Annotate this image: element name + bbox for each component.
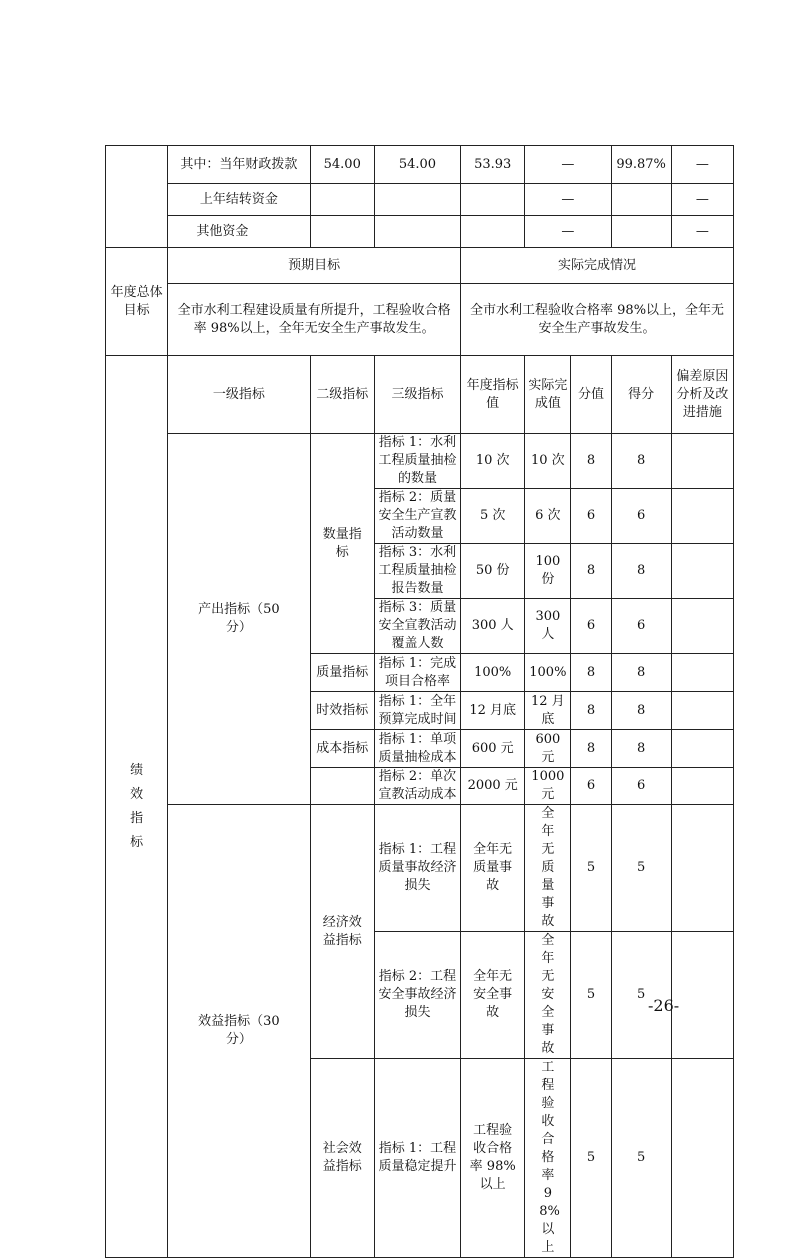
deviation-cell [671, 692, 733, 730]
actual-cell: 100 份 [525, 544, 571, 599]
value-cell: 5 [571, 1059, 611, 1258]
value-cell: 5 [571, 805, 611, 932]
fund-current-v2: 54.00 [374, 146, 460, 184]
benefit-label: 效益指标（30 分） [168, 805, 310, 1258]
header-score: 得分 [611, 356, 671, 434]
score-cell: 5 [611, 805, 671, 932]
deviation-cell [671, 1059, 733, 1258]
l3-cell: 指标 1：完成项目合格率 [374, 654, 460, 692]
actual-cell: 全年无质量事故 [525, 805, 571, 932]
performance-table [105, 145, 734, 1258]
value-cell: 8 [571, 730, 611, 768]
actual-cell: 12 月底 [525, 692, 571, 730]
deviation-cell [671, 932, 733, 1059]
actual-cell: 300 人 [525, 599, 571, 654]
target-cell: 2000 元 [461, 768, 525, 805]
deviation-cell [671, 434, 733, 489]
fund-current-v6: — [671, 146, 733, 184]
header-level3: 三级指标 [374, 356, 460, 434]
deviation-cell [671, 654, 733, 692]
l3-cell: 指标 2：质量安全生产宣教活动数量 [374, 489, 460, 544]
target-cell: 工程验收合格率 98%以上 [461, 1059, 525, 1258]
fund-row-current [106, 146, 734, 184]
l3-cell: 指标 1：全年预算完成时间 [374, 692, 460, 730]
output-l2-quantity: 数量指标 [310, 434, 374, 654]
l3-cell: 指标 1：工程质量事故经济损失 [374, 805, 460, 932]
table-row [106, 434, 734, 489]
benefit-l2-economic: 经济效益指标 [310, 805, 374, 1059]
target-cell: 300 人 [461, 599, 525, 654]
target-cell: 100% [461, 654, 525, 692]
actual-status-header: 实际完成情况 [461, 248, 734, 284]
deviation-cell [671, 768, 733, 805]
fund-current-v3: 53.93 [461, 146, 525, 184]
deviation-cell [671, 489, 733, 544]
header-target: 年度指标值 [461, 356, 525, 434]
expected-goal-text: 全市水利工程建设质量有所提升，工程验收合格率 98%以上，全年无安全生产事故发生。 [168, 284, 461, 356]
score-cell: 6 [611, 599, 671, 654]
fund-other-v6: — [671, 216, 733, 248]
header-level2: 二级指标 [310, 356, 374, 434]
fund-current-v4: — [525, 146, 611, 184]
fund-current-label: 其中：当年财政拨款 [168, 146, 310, 184]
fund-other-label: 其他资金 [168, 216, 310, 248]
annual-header-row [106, 248, 734, 284]
score-cell: 6 [611, 768, 671, 805]
fund-carryover-label: 上年结转资金 [168, 184, 310, 216]
actual-cell: 100% [525, 654, 571, 692]
value-cell: 8 [571, 654, 611, 692]
table-row [106, 805, 734, 932]
deviation-cell [671, 805, 733, 932]
benefit-l2-social: 社会效益指标 [310, 1059, 374, 1258]
actual-cell: 10 次 [525, 434, 571, 489]
header-level1: 一级指标 [168, 356, 310, 434]
perf-label: 绩效指标 [130, 762, 144, 850]
target-cell: 全年无安全事故 [461, 932, 525, 1059]
score-cell: 5 [611, 932, 671, 1059]
actual-cell: 全年无安全事故 [525, 932, 571, 1059]
perf-label-cell [106, 356, 168, 1258]
perf-header-row [106, 356, 734, 434]
l3-cell: 指标 1：工程质量稳定提升 [374, 1059, 460, 1258]
value-cell: 8 [571, 544, 611, 599]
l3-cell: 指标 2：单次宣教活动成本 [374, 768, 460, 805]
fund-carryover-v4: — [525, 184, 611, 216]
value-cell: 8 [571, 692, 611, 730]
target-cell: 600 元 [461, 730, 525, 768]
actual-cell: 6 次 [525, 489, 571, 544]
output-l2-timeliness: 时效指标 [310, 692, 374, 730]
deviation-cell [671, 544, 733, 599]
score-cell: 6 [611, 489, 671, 544]
value-cell: 6 [571, 768, 611, 805]
value-cell: 5 [571, 932, 611, 1059]
annual-content-row [106, 284, 734, 356]
l3-cell: 指标 1：单项质量抽检成本 [374, 730, 460, 768]
header-score-value: 分值 [571, 356, 611, 434]
score-cell: 8 [611, 544, 671, 599]
fund-current-v1: 54.00 [310, 146, 374, 184]
expected-goal-header: 预期目标 [168, 248, 461, 284]
value-cell: 6 [571, 599, 611, 654]
deviation-cell [671, 730, 733, 768]
header-actual: 实际完成值 [525, 356, 571, 434]
fund-current-v5: 99.87% [611, 146, 671, 184]
header-deviation: 偏差原因分析及改进措施 [671, 356, 733, 434]
score-cell: 5 [611, 1059, 671, 1258]
fund-carryover-v6: — [671, 184, 733, 216]
output-label: 产出指标（50 分） [168, 434, 310, 805]
fund-other-v4: — [525, 216, 611, 248]
l3-cell: 指标 3：水利工程质量抽检报告数量 [374, 544, 460, 599]
target-cell: 50 份 [461, 544, 525, 599]
target-cell: 10 次 [461, 434, 525, 489]
target-cell: 5 次 [461, 489, 525, 544]
actual-status-text: 全市水利工程验收合格率 98%以上，全年无安全生产事故发生。 [461, 284, 734, 356]
score-cell: 8 [611, 654, 671, 692]
actual-cell: 1000 元 [525, 768, 571, 805]
l3-cell: 指标 2：工程安全事故经济损失 [374, 932, 460, 1059]
target-cell: 全年无质量事故 [461, 805, 525, 932]
score-cell: 8 [611, 434, 671, 489]
fund-row-carryover [106, 184, 734, 216]
annual-goal-label: 年度总体目标 [106, 248, 168, 356]
fund-row-other [106, 216, 734, 248]
page-number: -26- [648, 996, 680, 1015]
actual-cell: 工程验收合格率 98%以上 [525, 1059, 571, 1258]
target-cell: 12 月底 [461, 692, 525, 730]
fund-blank-cell [106, 146, 168, 248]
value-cell: 6 [571, 489, 611, 544]
score-cell: 8 [611, 692, 671, 730]
deviation-cell [671, 599, 733, 654]
value-cell: 8 [571, 434, 611, 489]
l3-cell: 指标 1：水利工程质量抽检的数量 [374, 434, 460, 489]
output-l2-cost: 成本指标 [310, 730, 374, 768]
l3-cell: 指标 3：质量安全宣教活动覆盖人数 [374, 599, 460, 654]
actual-cell: 600 元 [525, 730, 571, 768]
score-cell: 8 [611, 730, 671, 768]
output-l2-quality: 质量指标 [310, 654, 374, 692]
